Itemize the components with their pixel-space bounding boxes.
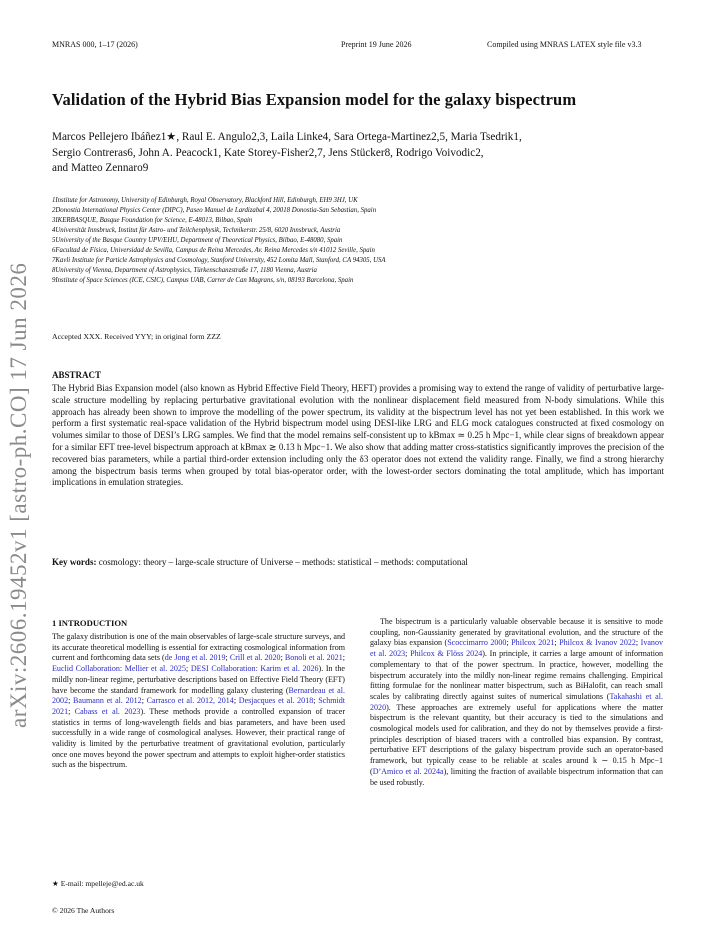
preprint-date: Preprint 19 June 2026: [341, 40, 412, 49]
citation-link[interactable]: Philcox & Ivanov 2022: [559, 638, 636, 648]
citation-link[interactable]: Crill et al. 2020: [229, 653, 281, 663]
citation-link[interactable]: Euclid Collaboration: Mellier et al. 2025: [52, 664, 186, 674]
section-heading-introduction: 1 INTRODUCTION: [52, 618, 128, 628]
affiliation-2: 2Donostia International Physics Center (DIPC), Paseo Manuel de Lardizabal 4, 20018 Donostia-San Sebastian, Spain: [52, 207, 377, 214]
acceptance-line: Accepted XXX. Received YYY; in original form ZZZ: [52, 332, 221, 341]
text-run: ). In principle, it carries a large amount of information complementary to that of the power spectrum. In practice, however, modelling the bispectrum accurately into the mildly non-linear regime remains challenging. Empirical fitting formulae for the nonlinear matter bispectrum, such as BiHalofit, can reach small scales by calibrating directly against suites of numerical simulations (: [370, 649, 663, 701]
affiliation-6: 6Facultad de Física, Universidad de Sevilla, Campus de Reina Mercedes, Av. Reina Mercedes s/n 41012 Seville, Spain: [52, 247, 375, 254]
text-run: ;: [141, 696, 147, 706]
citation-link[interactable]: Philcox 2021: [511, 638, 555, 648]
text-run: ;: [342, 653, 345, 663]
citation-link[interactable]: DESI Collaboration: Karim et al. 2026: [190, 664, 319, 674]
citation-link[interactable]: Bernardeau et al. 2002: [52, 685, 345, 706]
copyright-notice: © 2026 The Authors: [52, 906, 115, 915]
text-run: ). These approaches are extremely useful for applications where the matter bispectrum is the relevant quantity, but their accuracy is tied to the simulations and cosmological models used for calibration, and they do not by themselves provide a first-principles description of biased tracers with a controlled bias expansion. By contrast, perturbative EFT descriptions of the galaxy bispectrum provide such an operator-based framework, but typically cease to be reliable at scales around k ∼ 0.15 h Mpc−1 (: [370, 702, 663, 776]
citation-link[interactable]: Takahashi et al. 2020: [370, 691, 663, 712]
text-run: ;: [68, 696, 74, 706]
citation-link[interactable]: Scoccimarro 2000: [447, 638, 507, 648]
affiliation-4: 4Universität Innsbruck, Institut für Astro- und Teilchenphysik, Technikerstr. 25/8, 6020 Innsbruck, Austria: [52, 227, 341, 234]
text-run: ;: [554, 638, 560, 648]
journal-citation: MNRAS 000, 1–17 (2026): [52, 40, 138, 49]
keywords-label: Key words:: [52, 557, 97, 567]
affiliation-9: 9Institute of Space Sciences (ICE, CSIC), Campus UAB, Carrer de Can Magrans, s/n, 08193 Barcelona, Spain: [52, 277, 354, 284]
arxiv-id: arXiv:2606.19452v1 [astro-ph.CO] 17 Jun 2026: [6, 262, 31, 728]
text-run: The bispectrum is a particularly valuable observable because it is sensitive to mode coupling, non-Gaussianity generated by gravitational evolution, and the structure of the galaxy bias expansion (: [370, 617, 663, 648]
author-line-1: Marcos Pellejero Ibáñez1★, Raul E. Angulo2,3, Laila Linke4, Sara Ortega-Martinez2,5, Maria Tsedrik1,: [52, 131, 522, 143]
affiliation-5: 5University of the Basque Country UPV/EHU, Department of Theoretical Physics, Bilbao, E-48080, Spain: [52, 237, 343, 244]
text-run: ;: [68, 706, 75, 716]
text-run: ;: [635, 638, 641, 648]
text-run: ). These methods provide a controlled expansion of tracer statistics in terms of long-wavelength fields and bias parameters, and have been used successfully in a wide range of cosmological analyses. However, their practical range of validity is limited by the perturbative treatment of gravitational evolution, particularly once one moves beyond the power spectrum and attempts to exploit higher-order statistics such as the bispectrum.: [52, 706, 346, 770]
citation-link[interactable]: Carrasco et al. 2012, 2014: [146, 696, 234, 706]
citation-link[interactable]: Cabass et al. 2023: [74, 706, 141, 716]
keywords-text: cosmology: theory – large-scale structure of Universe – methods: statistical – methods: computational: [98, 557, 468, 567]
citation-link[interactable]: Philcox & Flöss 2024: [410, 649, 483, 659]
citation-link[interactable]: Bonoli et al. 2021: [284, 653, 343, 663]
text-run: ;: [506, 638, 512, 648]
citation-link[interactable]: D’Amico et al. 2024a: [372, 766, 444, 776]
text-run: ;: [225, 653, 230, 663]
keywords: [52, 557, 664, 567]
text-run: ). In the mildly non-linear regime, perturbative descriptions based on Effective Field Theory (EFT) have become the standard framework for modelling galaxy clustering (: [52, 664, 345, 695]
compiled-note: Compiled using MNRAS LATEX style file v3.3: [487, 40, 642, 49]
paper-title: Validation of the Hybrid Bias Expansion model for the galaxy bispectrum: [52, 90, 577, 109]
affiliation-1: 1Institute for Astronomy, University of Edinburgh, Royal Observatory, Blackford Hill, Edinburgh, EH9 3HJ, UK: [52, 197, 358, 204]
text-run: ), limiting the fraction of available bispectrum information that can be used robustly.: [370, 766, 663, 787]
text-run: ;: [280, 653, 285, 663]
citation-link[interactable]: Baumann et al. 2012: [73, 696, 142, 706]
author-line-2: Sergio Contreras6, John A. Peacock1, Kate Storey-Fisher2,7, Jens Stücker8, Rodrigo Voivodic2,: [52, 146, 484, 159]
text-run: The galaxy distribution is one of the main observables of large-scale structure surveys, and its accurate theoretical modelling is essential for extracting cosmological information from current and forthcoming data sets (: [52, 632, 345, 663]
citation-link[interactable]: Schmidt 2021: [52, 696, 346, 716]
text-run: ;: [233, 696, 239, 706]
corresponding-author-footnote: ★ E-mail: mpelleje@ed.ac.uk: [52, 879, 144, 888]
abstract-heading: ABSTRACT: [52, 370, 102, 380]
abstract-text: The Hybrid Bias Expansion model (also known as Hybrid Effective Field Theory, HEFT) provides a promising way to extend the range of validity of perturbative large-scale structure modelling by replacing perturbative gravitational evolution with the nonlinear displacement field measured from N-body simulations. While this approach has already been shown to improve the modelling of the power spectrum, its validity at the bispectrum level has not yet been established. In this work we perform a first systematic real-space validation of the Hybrid bispectrum model using DESI-like LRG and ELG mock catalogues constructed at fixed cosmology on volumes similar to those of DESI’s LRG samples. We find that the model remains self-consistent up to kBmax ≃ 0.25 h Mpc−1, while clear signs of breakdown appear for a similar EFT tree-level bispectrum approach at kBmax ≳ 0.13 h Mpc−1. We also show that adding matter cross-statistics significantly improves the precision of the recovered bias parameters, while a partial third-order extension including only the δ3 operator does not extend the validity range. Finally, we find a strong hierarchy among the bispectrum basis terms when grouped by total bias-operator order, with the lowest-order sectors dominating the total amplitude, which has important implications in emulation strategies.: [52, 383, 664, 488]
citation-link[interactable]: Ivanov et al. 2023: [370, 638, 663, 659]
affiliation-3: 3IKERBASQUE, Basque Foundation for Science, E-48013, Bilbao, Spain: [52, 217, 253, 224]
citation-link[interactable]: de Jong et al. 2019: [164, 653, 226, 663]
citation-link[interactable]: Desjacques et al. 2018: [238, 696, 314, 706]
author-list: [52, 130, 672, 177]
text-run: ;: [185, 664, 191, 674]
text-run: ;: [405, 649, 411, 659]
affiliation-list: [52, 196, 672, 286]
affiliation-7: 7Kavli Institute for Particle Astrophysics and Cosmology, Stanford University, 452 Lomita Mall, Stanford, CA 94305, USA: [52, 257, 386, 264]
intro-left-column: [52, 632, 345, 771]
intro-right-column: [370, 617, 663, 788]
author-line-3: and Matteo Zennaro9: [52, 162, 149, 174]
text-run: ;: [313, 696, 319, 706]
affiliation-8: 8University of Vienna, Department of Astrophysics, Türkenschanzstraße 17, 1180 Vienna, Austria: [52, 267, 317, 274]
